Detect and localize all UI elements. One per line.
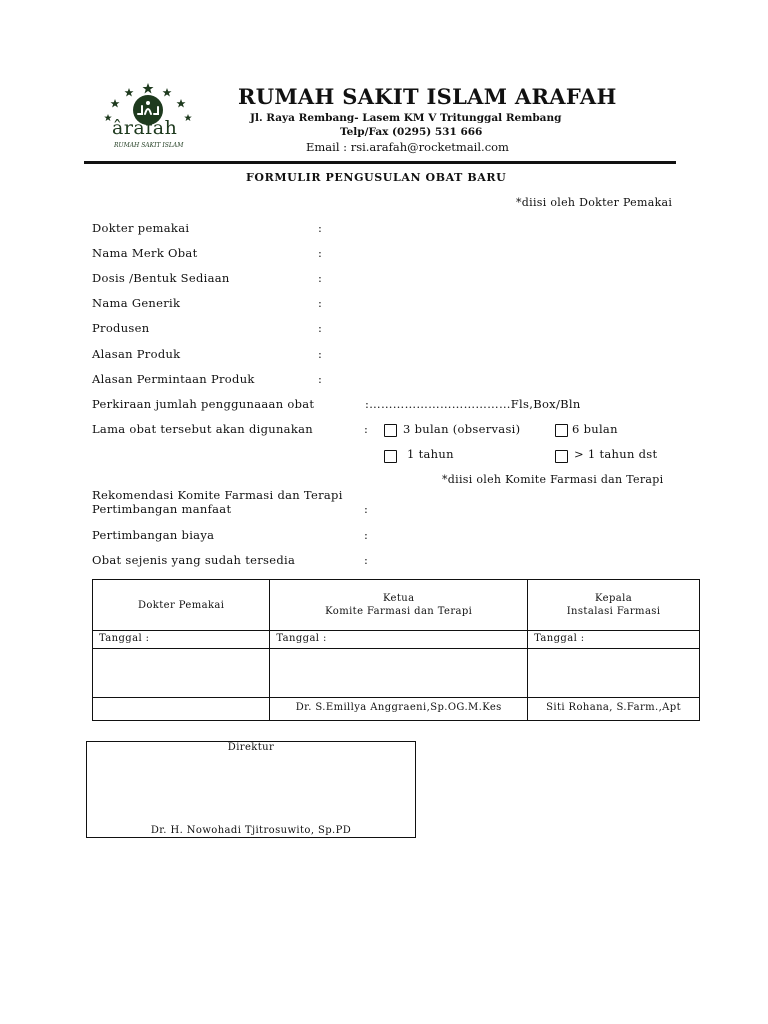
field-reason-request-label: Alasan Permintaan Produk bbox=[92, 372, 255, 386]
sig-head-pharmacy-unit: Instalasi Farmasi bbox=[566, 606, 661, 617]
field-estimate-label: Perkiraan jumlah penggunaaan obat bbox=[92, 397, 315, 411]
logo-wordmark: ârafah bbox=[112, 117, 178, 139]
header-divider bbox=[84, 161, 676, 164]
checkbox-over-1-year[interactable] bbox=[555, 450, 568, 463]
checkbox-1-year[interactable] bbox=[384, 450, 397, 463]
field-similar-label: Obat sejenis yang sudah tersedia bbox=[92, 553, 296, 567]
field-duration-label: Lama obat tersebut akan digunakan bbox=[92, 422, 313, 436]
sig-head-doctor bbox=[93, 580, 270, 631]
sig-space-doctor[interactable] bbox=[93, 649, 270, 698]
option-6-months: 6 bulan bbox=[572, 422, 618, 436]
sig-head-pharmacy bbox=[528, 580, 700, 631]
field-cost-label: Pertimbangan biaya bbox=[92, 528, 215, 542]
option-3-months: 3 bulan (observasi) bbox=[403, 422, 521, 436]
field-estimate-value: :………………………………Fls,Box/Bln bbox=[365, 397, 581, 411]
field-producer-label: Produsen bbox=[92, 321, 150, 335]
director-name: Dr. H. Nowohadi Tjitrosuwito, Sp.PD bbox=[150, 825, 352, 836]
option-1-year: 1 tahun bbox=[407, 447, 454, 461]
sig-name-doctor[interactable] bbox=[93, 698, 270, 721]
sig-date-committee[interactable]: Tanggal : bbox=[270, 631, 528, 649]
checkbox-3-months[interactable] bbox=[384, 424, 397, 437]
hospital-logo bbox=[98, 80, 198, 156]
field-dosage-colon: : bbox=[318, 271, 322, 285]
field-reason-request-colon: : bbox=[318, 372, 322, 386]
sig-space-committee[interactable] bbox=[270, 649, 528, 698]
logo-subtext: RUMAH SAKIT ISLAM bbox=[114, 142, 184, 149]
checkbox-6-months[interactable] bbox=[555, 424, 568, 437]
field-similar-colon: : bbox=[364, 553, 368, 567]
field-doctor-colon: : bbox=[318, 221, 322, 235]
field-reason-product-label: Alasan Produk bbox=[92, 347, 181, 361]
sig-name-committee: Dr. S.Emillya Anggraeni,Sp.OG.M.Kes bbox=[270, 698, 528, 721]
sig-name-pharmacy: Siti Rohana, S.Farm.,Apt bbox=[528, 698, 700, 721]
field-doctor-label: Dokter pemakai bbox=[92, 221, 190, 235]
field-brand-label: Nama Merk Obat bbox=[92, 246, 198, 260]
field-duration-colon: : bbox=[364, 422, 368, 436]
sig-head-pharmacy-title: Kepala bbox=[595, 593, 633, 604]
recommendation-title: Rekomendasi Komite Farmasi dan Terapi bbox=[92, 488, 343, 502]
sig-space-pharmacy[interactable] bbox=[528, 649, 700, 698]
sig-head-committee bbox=[270, 580, 528, 631]
sig-head-committee-title: Ketua bbox=[382, 593, 415, 604]
form-title: FORMULIR PENGUSULAN OBAT BARU bbox=[246, 171, 507, 184]
director-signature-box[interactable] bbox=[86, 741, 416, 838]
hospital-name: RUMAH SAKIT ISLAM ARAFAH bbox=[238, 84, 617, 109]
field-benefit-colon: : bbox=[364, 502, 368, 516]
field-brand-colon: : bbox=[318, 246, 322, 260]
director-title: Direktur bbox=[227, 742, 275, 753]
signature-table bbox=[92, 579, 700, 721]
sig-date-doctor[interactable]: Tanggal : bbox=[93, 631, 270, 649]
hospital-address: Jl. Raya Rembang- Lasem KM V Tritunggal Rembang bbox=[250, 112, 562, 124]
note-doctor: *diisi oleh Dokter Pemakai bbox=[516, 196, 673, 209]
sig-date-pharmacy[interactable]: Tanggal : bbox=[528, 631, 700, 649]
note-committee: *diisi oleh Komite Farmasi dan Terapi bbox=[442, 473, 664, 486]
field-producer-colon: : bbox=[318, 321, 322, 335]
field-dosage-label: Dosis /Bentuk Sediaan bbox=[92, 271, 230, 285]
field-reason-product-colon: : bbox=[318, 347, 322, 361]
field-cost-colon: : bbox=[364, 528, 368, 542]
field-benefit-label: Pertimbangan manfaat bbox=[92, 502, 232, 516]
option-over-1-year: > 1 tahun dst bbox=[574, 447, 658, 461]
hospital-phone: Telp/Fax (0295) 531 666 bbox=[340, 126, 483, 138]
sig-head-committee-unit: Komite Farmasi dan Terapi bbox=[325, 606, 473, 617]
field-generic-label: Nama Generik bbox=[92, 296, 181, 310]
hospital-email: Email : rsi.arafah@rocketmail.com bbox=[306, 140, 509, 154]
field-generic-colon: : bbox=[318, 296, 322, 310]
sig-head-doctor-text: Dokter Pemakai bbox=[137, 599, 225, 611]
